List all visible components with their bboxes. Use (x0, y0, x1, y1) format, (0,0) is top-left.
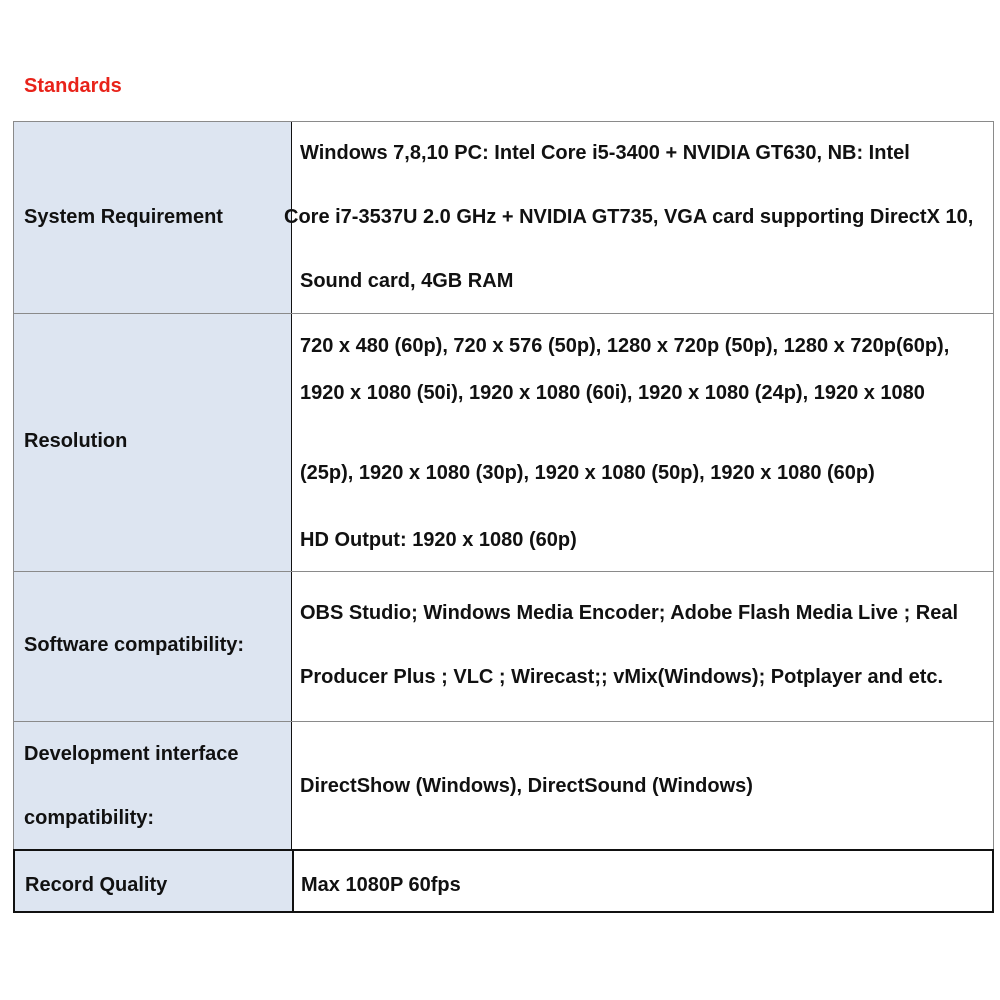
table-row (13, 121, 994, 314)
row-value-line: OBS Studio; Windows Media Encoder; Adobe Flash Media Live ; Real (300, 602, 959, 624)
row-label: compatibility: (24, 807, 155, 829)
row-value-line: 1920 x 1080 (50i), 1920 x 1080 (60i), 1920 x 1080 (24p), 1920 x 1080 (300, 382, 925, 404)
row-label: Development interface (24, 743, 239, 765)
table-row (13, 849, 994, 913)
row-label: Resolution (24, 430, 128, 452)
row-value-line: Max 1080P 60fps (301, 874, 461, 896)
row-label: Software compatibility: (24, 634, 245, 656)
table-row (13, 721, 994, 850)
spec-table (13, 121, 994, 917)
row-label: System Requirement (24, 206, 223, 228)
row-value-line: 720 x 480 (60p), 720 x 576 (50p), 1280 x 720p (50p), 1280 x 720p(60p), (300, 335, 950, 357)
row-value-cell (291, 572, 994, 722)
row-value-line: (25p), 1920 x 1080 (30p), 1920 x 1080 (50p), 1920 x 1080 (60p) (300, 462, 875, 484)
row-value-line: Producer Plus ; VLC ; Wirecast;; vMix(Windows); Potplayer and etc. (300, 666, 944, 688)
row-value-line: Sound card, 4GB RAM (300, 270, 514, 292)
row-value-line: DirectShow (Windows), DirectSound (Windows) (300, 775, 753, 797)
row-value-line: Core i7-3537U 2.0 GHz + NVIDIA GT735, VGA card supporting DirectX 10, (284, 206, 974, 228)
row-label: Record Quality (25, 874, 168, 896)
table-row (13, 571, 994, 722)
section-title: Standards (24, 75, 122, 97)
row-value-line: Windows 7,8,10 PC: Intel Core i5-3400 + NVIDIA GT630, NB: Intel (300, 142, 910, 164)
table-row (13, 313, 994, 572)
row-value-line: HD Output: 1920 x 1080 (60p) (300, 529, 577, 551)
